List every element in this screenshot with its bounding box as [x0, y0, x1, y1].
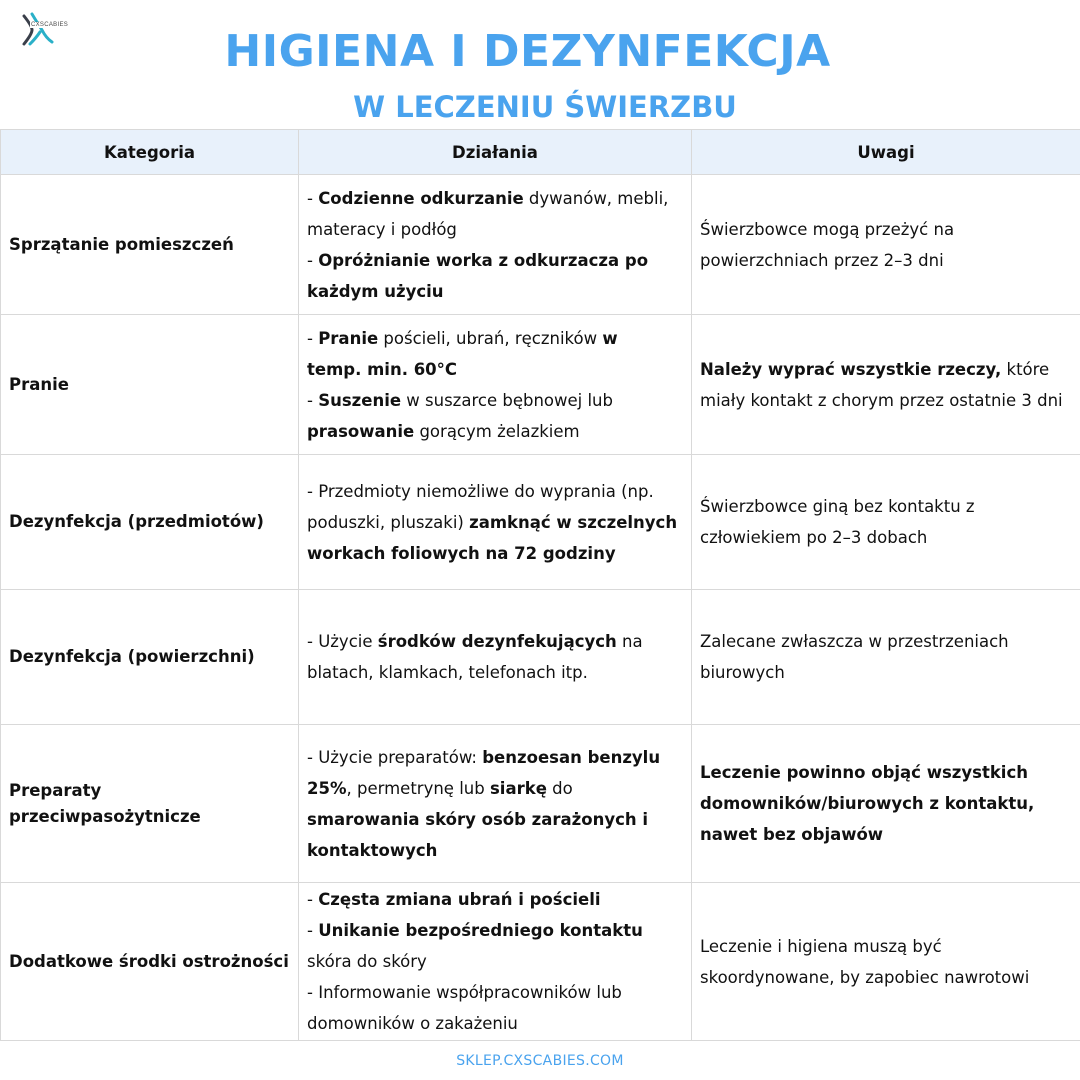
bold-text: domowników/biurowych z kontaktu, — [700, 794, 1035, 813]
cell-line — [700, 962, 1076, 993]
actions-cell — [299, 725, 692, 883]
text-fragment: w suszarce bębnowej lub — [401, 390, 613, 410]
category-cell: Dodatkowe środki ostrożności — [1, 883, 299, 1041]
text-fragment: poduszki, pluszaki) — [307, 512, 470, 532]
actions-cell — [299, 175, 692, 315]
actions-cell — [299, 590, 692, 725]
notes-cell — [692, 455, 1080, 590]
bold-text: Częsta zmiana ubrań i pościeli — [318, 890, 601, 909]
column-header-category: Kategoria — [1, 130, 299, 175]
text-fragment: Leczenie i higiena muszą być — [700, 936, 942, 956]
text-fragment: materacy i podłóg — [307, 219, 457, 239]
bold-text: kontaktowych — [307, 840, 438, 860]
cell-line — [307, 183, 687, 214]
cell-line — [307, 884, 687, 915]
bold-text: środków dezynfekujących — [377, 632, 617, 651]
bold-text: nawet bez objawów — [700, 825, 884, 844]
cell-line — [307, 946, 687, 977]
cell-line — [307, 835, 687, 866]
table-row — [1, 175, 1080, 315]
bold-text: smarowania skóry osób zarażonych i — [307, 809, 649, 829]
text-fragment: biurowych — [700, 663, 785, 682]
bold-text: prasowanie — [307, 421, 415, 441]
cell-line — [700, 385, 1076, 416]
table-header-row — [1, 130, 1080, 175]
bold-text: Unikanie bezpośredniego kontaktu — [318, 921, 643, 940]
cell-line — [307, 915, 687, 946]
text-fragment: , permetrynę lub — [346, 778, 490, 798]
bold-text: Leczenie powinno objąć wszystkich — [700, 763, 1028, 782]
cell-line — [700, 788, 1076, 819]
cell-line — [700, 931, 1076, 962]
text-fragment: skóra do skóry — [307, 952, 427, 971]
cell-line — [307, 773, 687, 804]
text-fragment: które — [1001, 359, 1050, 379]
column-header-actions: Działania — [299, 130, 692, 175]
cell-line — [307, 245, 687, 276]
actions-cell — [299, 315, 692, 455]
table-row — [1, 725, 1080, 883]
cell-line — [700, 522, 1076, 553]
text-fragment: człowiekiem po 2–3 dobach — [700, 528, 928, 547]
bold-text: 25% — [307, 778, 347, 798]
brand-logo-text: CXSCABIES — [31, 22, 69, 28]
cell-line — [700, 354, 1076, 385]
table-row — [1, 590, 1080, 725]
bold-text: każdym użyciu — [307, 281, 444, 301]
text-fragment: - — [307, 390, 319, 410]
cell-line — [307, 977, 687, 1008]
bold-text: Należy wyprać wszystkie rzeczy, — [700, 359, 1002, 379]
category-cell: Dezynfekcja (powierzchni) — [1, 590, 299, 725]
notes-cell — [692, 315, 1080, 455]
cell-line — [700, 626, 1076, 657]
table-row — [1, 455, 1080, 590]
cell-line — [307, 323, 687, 354]
cell-line — [700, 245, 1076, 276]
bold-text: temp. min. 60°C — [307, 359, 458, 379]
cell-line — [307, 1008, 687, 1039]
cell-line — [307, 354, 687, 385]
text-fragment: Świerzbowce mogą przeżyć na — [700, 219, 955, 239]
bold-text: Opróżnianie worka z odkurzacza po — [318, 250, 649, 270]
cell-line — [307, 626, 687, 657]
text-fragment: - Przedmioty niemożliwe do wyprania (np. — [307, 481, 654, 501]
text-fragment: Świerzbowce giną bez kontaktu z — [700, 497, 975, 516]
text-fragment: - — [307, 921, 319, 940]
cell-line — [700, 657, 1076, 688]
text-fragment: gorącym żelazkiem — [414, 421, 580, 441]
text-fragment: skoordynowane, by zapobiec nawrotowi — [700, 967, 1030, 987]
cell-line — [700, 491, 1076, 522]
notes-cell — [692, 590, 1080, 725]
text-fragment: do — [546, 778, 573, 798]
notes-cell — [692, 175, 1080, 315]
footer-url: SKLEP.CXSCABIES.COM — [456, 1053, 624, 1069]
category-cell: Pranie — [1, 315, 299, 455]
text-fragment: miały kontakt z chorym przez ostatnie 3 dni — [700, 390, 1063, 410]
bold-text: w — [602, 328, 618, 348]
page-title: HIGIENA I DEZYNFEKCJA — [224, 26, 831, 77]
cell-line — [700, 214, 1076, 245]
page-subtitle: W LECZENIU ŚWIERZBU — [353, 90, 737, 124]
bold-text: zamknąć w szczelnych — [469, 512, 678, 532]
notes-cell — [692, 725, 1080, 883]
cell-line — [307, 214, 687, 245]
cell-line — [307, 276, 687, 307]
table-row — [1, 315, 1080, 455]
bold-text: Codzienne odkurzanie — [318, 188, 524, 208]
cell-line — [307, 416, 687, 447]
text-fragment: Zalecane zwłaszcza w przestrzeniach — [700, 632, 1009, 651]
text-fragment: - — [307, 250, 319, 270]
actions-cell — [299, 455, 692, 590]
actions-cell — [299, 883, 692, 1041]
bold-text: Suszenie — [318, 390, 402, 410]
notes-cell — [692, 883, 1080, 1041]
cell-line — [307, 476, 687, 507]
cell-line — [307, 804, 687, 835]
category-cell: Sprzątanie pomieszczeń — [1, 175, 299, 315]
table-row — [1, 883, 1080, 1041]
text-fragment: - Informowanie współpracowników lub — [307, 983, 622, 1002]
text-fragment: - — [307, 890, 319, 909]
category-cell: Preparaty przeciwpasożytnicze — [1, 725, 299, 883]
text-fragment: - Użycie — [307, 632, 378, 651]
text-fragment: - — [307, 328, 319, 348]
text-fragment: - — [307, 188, 319, 208]
text-fragment: domowników o zakażeniu — [307, 1014, 518, 1033]
text-fragment: pościeli, ubrań, ręczników — [378, 328, 603, 348]
text-fragment: na — [616, 632, 643, 651]
hygiene-table — [0, 129, 1080, 1041]
text-fragment: - Użycie preparatów: — [307, 747, 483, 767]
bold-text: benzoesan benzylu — [482, 747, 661, 767]
text-fragment: blatach, klamkach, telefonach itp. — [307, 663, 588, 682]
cell-line — [307, 742, 687, 773]
category-cell: Dezynfekcja (przedmiotów) — [1, 455, 299, 590]
cell-line — [307, 538, 687, 569]
text-fragment: dywanów, mebli, — [523, 188, 669, 208]
cell-line — [307, 657, 687, 688]
cell-line — [307, 385, 687, 416]
text-fragment: powierzchniach przez 2–3 dni — [700, 250, 944, 270]
bold-text: workach foliowych na 72 godziny — [307, 543, 616, 563]
bold-text: Pranie — [318, 328, 379, 348]
column-header-notes: Uwagi — [692, 130, 1080, 175]
bold-text: siarkę — [489, 778, 547, 798]
cell-line — [700, 819, 1076, 850]
cell-line — [307, 507, 687, 538]
cell-line — [700, 757, 1076, 788]
